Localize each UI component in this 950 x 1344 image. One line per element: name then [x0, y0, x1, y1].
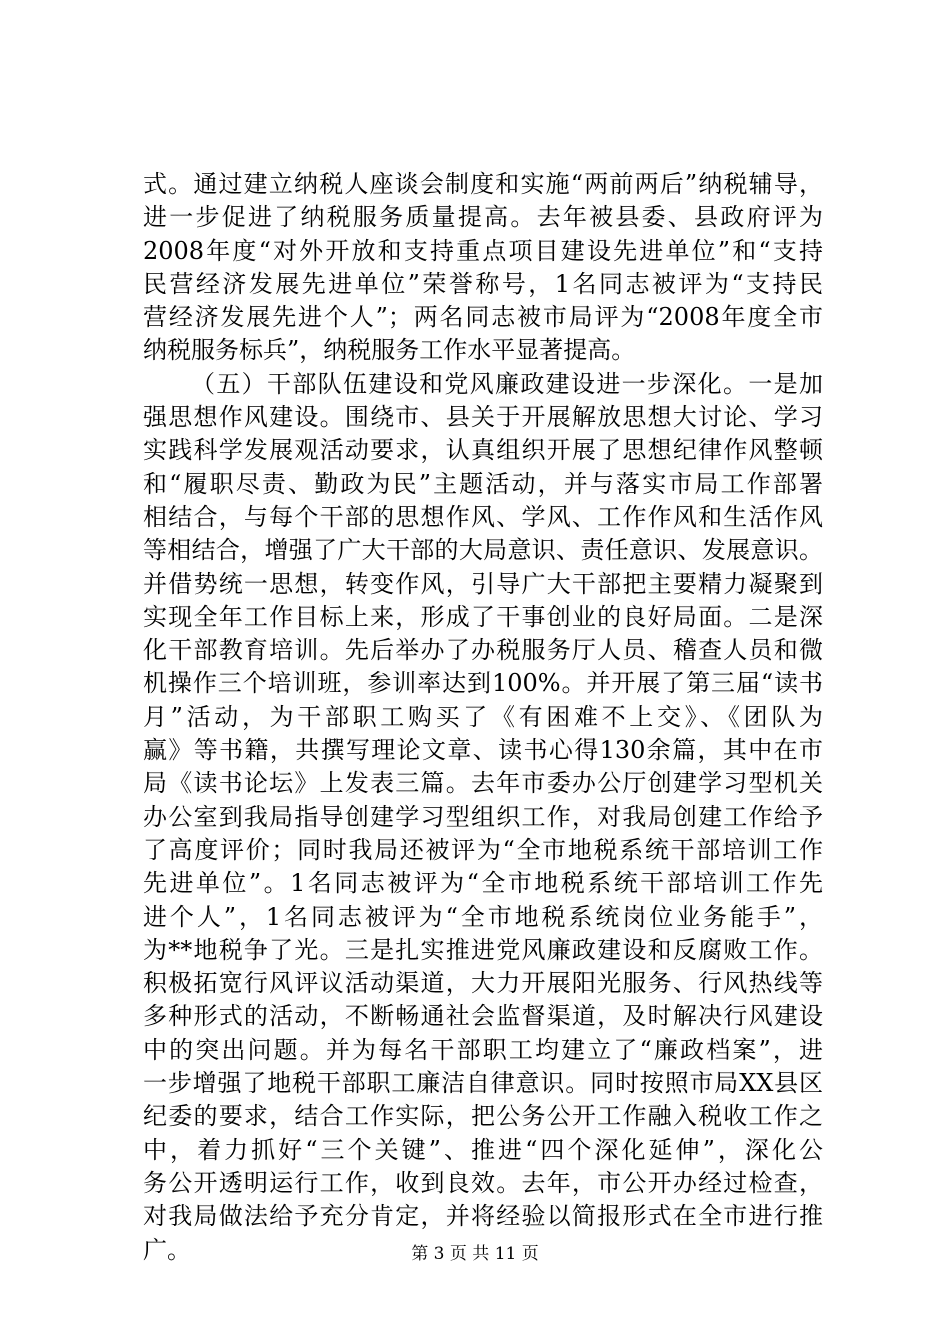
- document-body: [143, 168, 823, 1267]
- text-line: 实现全年工作目标上来，形成了干事创业的良好局面。二是深: [143, 602, 823, 631]
- text-line: 进个人”，1名同志被评为“全市地税系统岗位业务能手”，: [143, 902, 823, 931]
- text-line: 等相结合，增强了广大干部的大局意识、责任意识、发展意识。: [143, 536, 823, 565]
- text-line: 相结合，与每个干部的思想作风、学风、工作作风和生活作风: [143, 502, 823, 531]
- text-line: 和“履职尽责、勤政为民”主题活动，并与落实市局工作部署: [143, 469, 823, 498]
- text-line: 多种形式的活动，不断畅通社会监督渠道，及时解决行风建设: [143, 1002, 823, 1031]
- text-line: 中，着力抓好“三个关键”、推进“四个深化延伸”，深化公: [143, 1135, 823, 1164]
- text-line: 纳税服务标兵”，纳税服务工作水平显著提高。: [143, 336, 636, 365]
- text-line: 进一步促进了纳税服务质量提高。去年被县委、县政府评为: [143, 203, 823, 232]
- paragraph-2: [143, 368, 823, 1267]
- text-line: 式。通过建立纳税人座谈会制度和实施“两前两后”纳税辅导，: [143, 170, 823, 198]
- text-line: 为**地税争了光。三是扎实推进党风廉政建设和反腐败工作。: [143, 935, 823, 964]
- text-line: 机操作三个培训班，参训率达到100%。并开展了第三届“读书: [143, 669, 823, 698]
- text-line: （五）干部队伍建设和党风廉政建设进一步深化。一是加: [191, 369, 823, 398]
- text-line: 先进单位”。1名同志被评为“全市地税系统干部培训工作先: [143, 869, 823, 898]
- text-line: 月”活动，为干部职工购买了《有困难不上交》、《团队为: [143, 702, 823, 731]
- text-line: 2008年度“对外开放和支持重点项目建设先进单位”和“支持: [143, 236, 823, 265]
- text-line: 务公开透明运行工作，收到良效。去年，市公开办经过检查，: [143, 1168, 823, 1197]
- text-line: 纪委的要求，结合工作实际，把公务公开工作融入税收工作之: [143, 1102, 823, 1131]
- page-number: 第 3 页 共 11 页: [411, 1244, 539, 1264]
- text-line: 中的突出问题。并为每名干部职工均建立了“廉政档案”，进: [143, 1035, 823, 1064]
- text-line: 并借势统一思想，转变作风，引导广大干部把主要精力凝聚到: [143, 569, 823, 598]
- text-line: 办公室到我局指导创建学习型组织工作，对我局创建工作给予: [143, 802, 823, 831]
- text-line: 赢》等书籍，共撰写理论文章、读书心得130余篇，其中在市: [143, 736, 823, 765]
- text-line: 强思想作风建设。围绕市、县关于开展解放思想大讨论、学习: [143, 403, 823, 432]
- text-line: 局《读书论坛》上发表三篇。去年市委办公厅创建学习型机关: [143, 769, 823, 798]
- text-line: 实践科学发展观活动要求，认真组织开展了思想纪律作风整顿: [143, 436, 823, 465]
- paragraph-1: [143, 168, 823, 368]
- text-line: 积极拓宽行风评议活动渠道，大力开展阳光服务、行风热线等: [143, 969, 823, 998]
- text-line: 化干部教育培训。先后举办了办税服务厅人员、稽查人员和微: [143, 636, 823, 665]
- page-footer: [0, 1243, 950, 1265]
- text-line: 营经济发展先进个人”；两名同志被市局评为“2008年度全市: [143, 303, 823, 332]
- text-line: 了高度评价；同时我局还被评为“全市地税系统干部培训工作: [143, 835, 823, 864]
- text-line: 广。: [143, 1235, 191, 1264]
- text-line: 对我局做法给予充分肯定，并将经验以简报形式在全市进行推: [143, 1202, 823, 1231]
- text-line: 民营经济发展先进单位”荣誉称号，1名同志被评为“支持民: [143, 269, 823, 298]
- text-line: 一步增强了地税干部职工廉洁自律意识。同时按照市局XX县区: [143, 1069, 823, 1098]
